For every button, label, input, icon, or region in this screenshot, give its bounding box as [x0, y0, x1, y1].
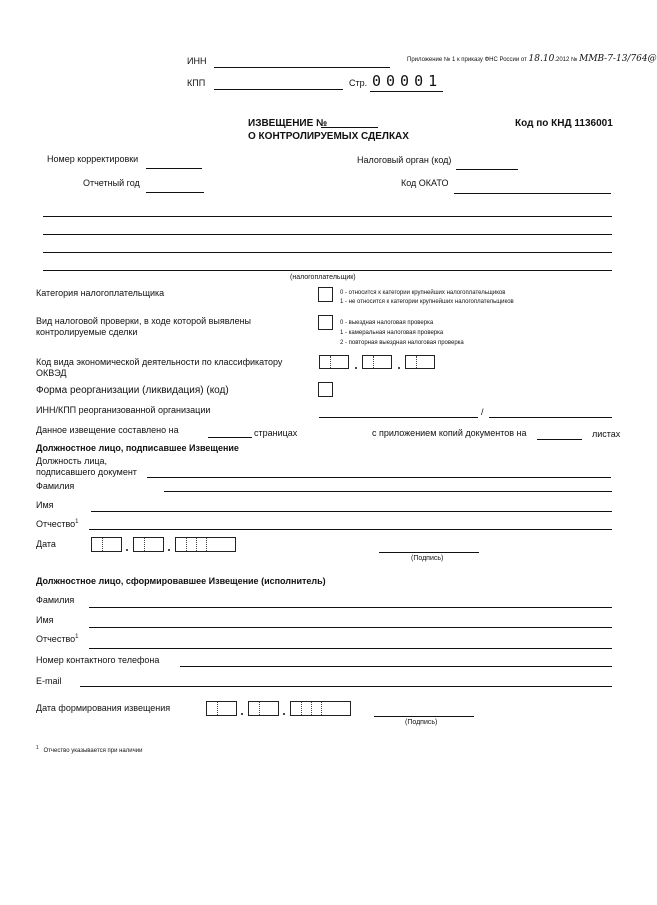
inn-label: ИНН: [187, 56, 207, 66]
tax-authority-line[interactable]: [456, 169, 518, 170]
signer-patronymic-line[interactable]: [89, 529, 612, 530]
audit-option-2: 2 - повторная выездная налоговая проверка: [340, 340, 464, 346]
okved-dot-2: [398, 367, 400, 369]
pages-count-line[interactable]: [208, 437, 252, 438]
signer-date-dot-2: [168, 549, 170, 551]
okato-label: Код ОКАТО: [401, 178, 449, 188]
executor-name-label: Имя: [36, 615, 54, 625]
correction-number-label: Номер корректировки: [47, 154, 139, 164]
reporting-year-label: Отчетный год: [83, 178, 140, 188]
page-label: Стр.: [349, 78, 368, 88]
notice-title: ИЗВЕЩЕНИЕ №: [248, 118, 328, 129]
executor-surname-label: Фамилия: [36, 595, 75, 605]
taxpayer-line-2[interactable]: [43, 234, 612, 235]
executor-name-line[interactable]: [89, 627, 612, 628]
knd-code: [515, 118, 613, 129]
notice-number-line[interactable]: [321, 127, 378, 128]
okato-line[interactable]: [454, 193, 611, 194]
signer-date-day[interactable]: [91, 537, 122, 552]
category-label: Категория налогоплательщика: [36, 288, 165, 298]
signer-surname-line[interactable]: [164, 491, 612, 492]
appendix-date: 18.10: [528, 54, 555, 64]
appendix-number: ММВ-7-13/764@: [579, 54, 657, 64]
reorg-inn-line[interactable]: [319, 417, 478, 418]
executor-signature-line[interactable]: [374, 716, 474, 717]
reorg-form-label: Форма реорганизации (ликвидация) (код): [36, 385, 229, 396]
signer-position-label-1: Должность лица,: [36, 456, 108, 466]
executor-date-dot-1: [241, 713, 243, 715]
signer-signature-caption: (Подпись): [411, 555, 444, 562]
audit-type-label-1: Вид налоговой проверки, в ходе которой выявлены: [36, 316, 252, 326]
tax-authority-label: Налоговый орган (код): [357, 155, 452, 165]
appendix-year: .2012 №: [554, 57, 578, 63]
signer-signature-line[interactable]: [379, 552, 479, 553]
category-option-1: 1 - не относится к категории крупнейших налогоплательщиков: [340, 299, 514, 305]
taxpayer-caption: (налогоплательщик): [290, 274, 356, 281]
reporting-year-line[interactable]: [146, 192, 204, 193]
okved-label-1: Код вида экономической деятельности по классификатору: [36, 357, 283, 367]
reorg-kpp-line[interactable]: [489, 417, 612, 418]
executor-date-label: Дата формирования извещения: [36, 703, 171, 713]
signer-name-line[interactable]: [91, 511, 612, 512]
signer-date-dot-1: [126, 549, 128, 551]
footnote-text: Отчество указывается при наличии: [43, 748, 143, 754]
footnote: [36, 745, 142, 754]
executor-heading: Должностное лицо, сформировавшее Извещение (исполнитель): [36, 576, 326, 586]
executor-phone-line[interactable]: [180, 666, 612, 667]
signer-date-label: Дата: [36, 539, 56, 549]
executor-signature-caption: (Подпись): [405, 719, 438, 726]
executor-date-month[interactable]: [248, 701, 279, 716]
appendix-prefix: Приложение № 1 к приказу ФНС России от: [407, 57, 527, 63]
okved-dot-1: [355, 367, 357, 369]
taxpayer-line-3[interactable]: [43, 252, 612, 253]
signer-position-line[interactable]: [147, 477, 611, 478]
executor-email-line[interactable]: [80, 686, 612, 687]
page-number-line: [370, 91, 443, 92]
okved-cells-1[interactable]: [319, 355, 349, 369]
executor-patronymic-label: Отчество$^1$: [36, 634, 79, 644]
executor-patronymic-line[interactable]: [89, 648, 612, 649]
reorg-form-box[interactable]: [318, 382, 333, 397]
executor-date-dot-2: [283, 713, 285, 715]
signer-name-label: Имя: [36, 500, 54, 510]
attach-count-line[interactable]: [537, 439, 582, 440]
appendix-note: [407, 54, 657, 64]
executor-surname-line[interactable]: [89, 607, 612, 608]
footnote-mark: 1: [36, 745, 39, 751]
notice-subtitle: О КОНТРОЛИРУЕМЫХ СДЕЛКАХ: [248, 131, 409, 142]
category-box[interactable]: [318, 287, 333, 302]
signer-date-year[interactable]: [175, 537, 236, 552]
correction-number-line[interactable]: [146, 168, 202, 169]
pages-suffix: страницах: [254, 428, 298, 438]
executor-date-year[interactable]: [290, 701, 351, 716]
taxpayer-line-1[interactable]: [43, 216, 612, 217]
audit-type-label-2: контролируемые сделки: [36, 327, 138, 337]
executor-date-day[interactable]: [206, 701, 237, 716]
reorg-separator: /: [481, 407, 484, 417]
okved-label-2: ОКВЭД: [36, 368, 67, 378]
executor-email-label: E-mail: [36, 676, 62, 686]
signer-patronymic-label: Отчество$^1$: [36, 519, 79, 529]
taxpayer-line-4[interactable]: [43, 270, 612, 271]
inn-field-line[interactable]: [214, 67, 390, 68]
audit-option-0: 0 - выездная налоговая проверка: [340, 320, 434, 326]
audit-option-1: 1 - камеральная налоговая проверка: [340, 330, 444, 336]
executor-phone-label: Номер контактного телефона: [36, 655, 160, 665]
signer-surname-label: Фамилия: [36, 481, 75, 491]
category-option-0: 0 - относится к категории крупнейших налогоплательщиков: [340, 290, 506, 296]
page-number: 00001: [372, 72, 443, 90]
pages-prefix: Данное извещение составлено на: [36, 425, 179, 435]
kpp-field-line[interactable]: [214, 89, 343, 90]
okved-cells-2[interactable]: [362, 355, 392, 369]
attach-prefix: с приложением копий документов на: [372, 428, 527, 438]
signer-date-month[interactable]: [133, 537, 164, 552]
kpp-label: КПП: [187, 78, 206, 88]
signer-heading: Должностное лицо, подписавшее Извещение: [36, 443, 239, 453]
knd-label: Код по КНД: [515, 118, 572, 129]
signer-position-label-2: подписавшего документ: [36, 467, 137, 477]
knd-value: 1136001: [574, 118, 613, 129]
audit-type-box[interactable]: [318, 315, 333, 330]
attach-suffix: листах: [592, 429, 621, 439]
okved-cells-3[interactable]: [405, 355, 435, 369]
reorg-inn-label: ИНН/КПП реорганизованной организации: [36, 405, 211, 415]
